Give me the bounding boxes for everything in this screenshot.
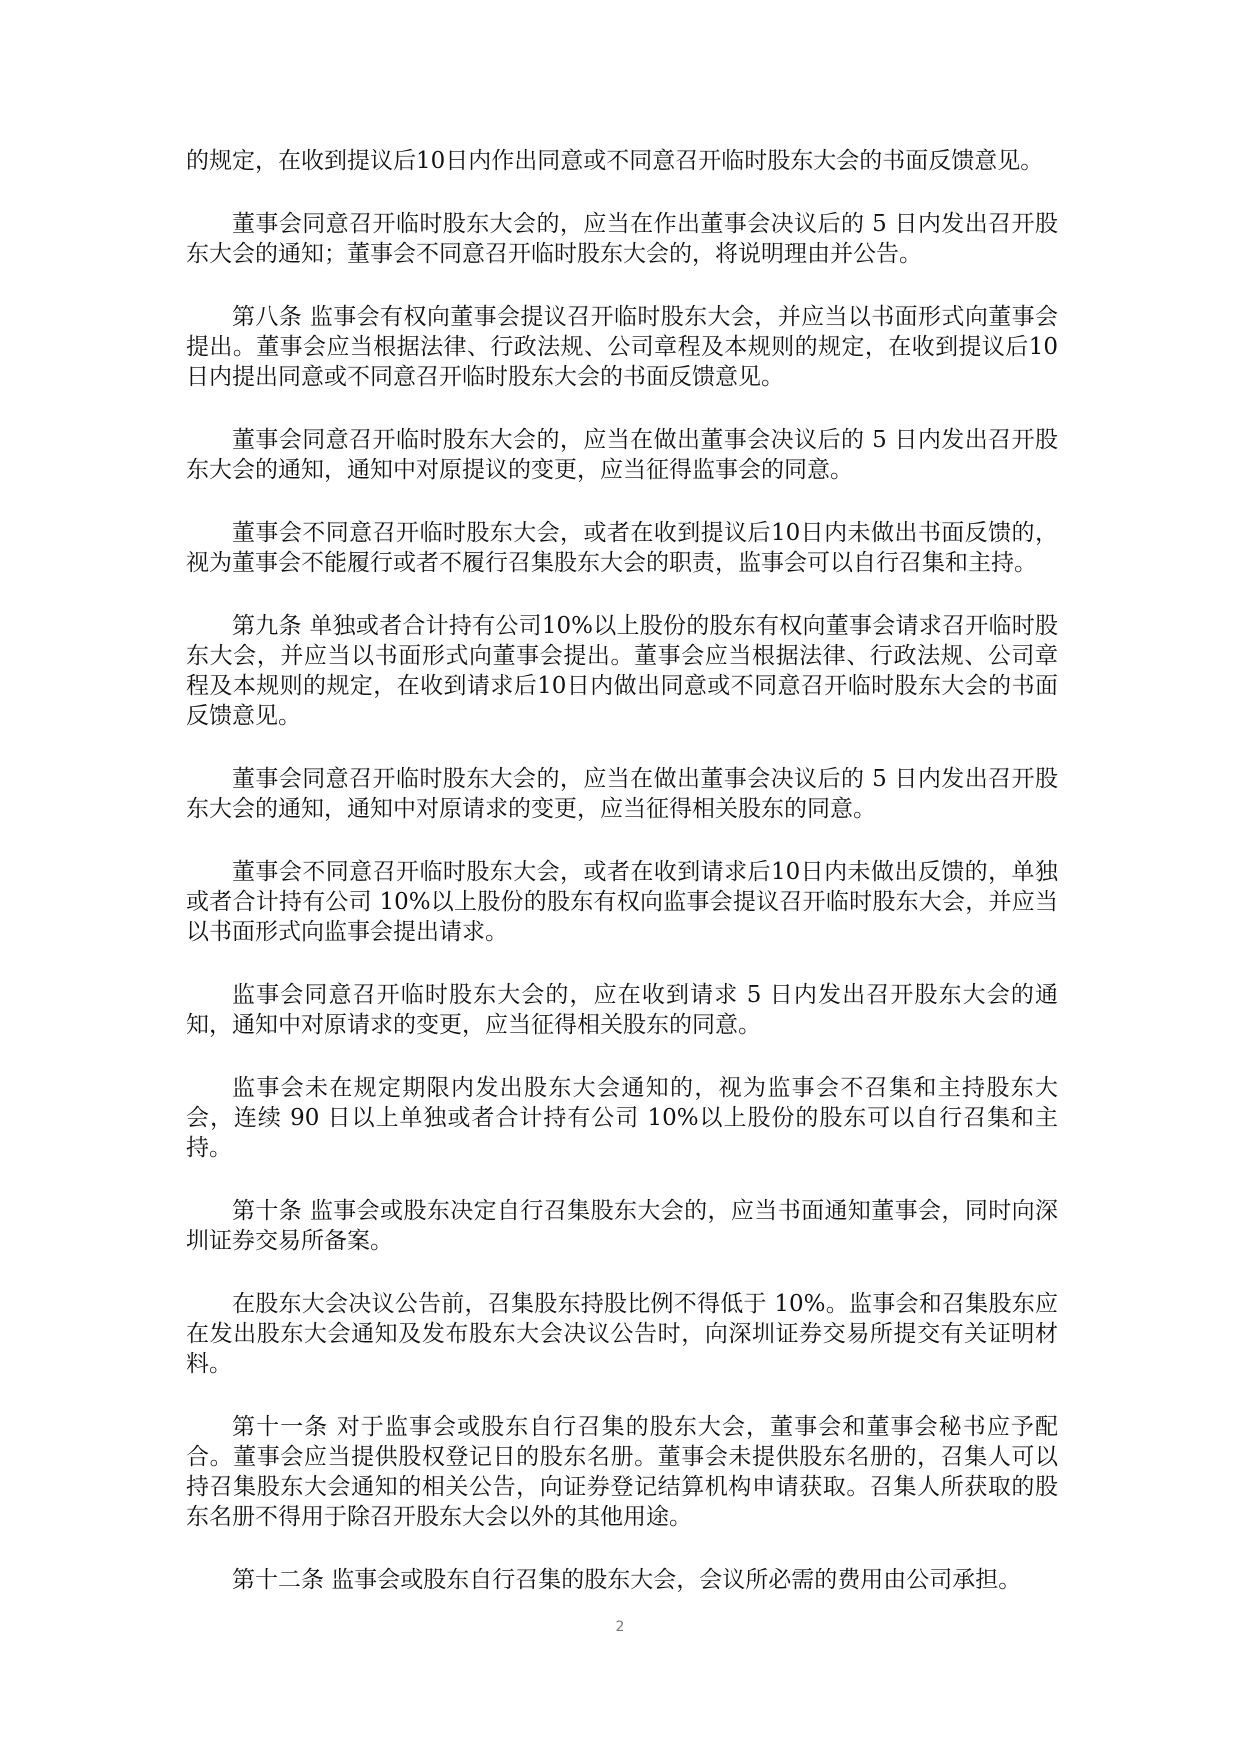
paragraph-4: 董事会同意召开临时股东大会的，应当在做出董事会决议后的 5 日内发出召开股东大会的通知，通知中对原提议的变更，应当征得监事会的同意。: [186, 427, 1058, 483]
paragraph-5: 董事会不同意召开临时股东大会，或者在收到提议后10日内未做出书面反馈的，视为董事会不能履行或者不履行召集股东大会的职责，监事会可以自行召集和主持。: [186, 520, 1058, 576]
document-body: [186, 146, 1058, 1628]
page-number: 2: [615, 1619, 625, 1635]
paragraph-article-10: 第十条 监事会或股东决定自行召集股东大会的，应当书面通知董事会，同时向深圳证券交易所备案。: [186, 1198, 1058, 1254]
paragraph-12: 在股东大会决议公告前，召集股东持股比例不得低于 10%。监事会和召集股东应在发出股东大会通知及发布股东大会决议公告时，向深圳证券交易所提交有关证明材料。: [186, 1291, 1058, 1377]
paragraph-article-11: 第十一条 对于监事会或股东自行召集的股东大会，董事会和董事会秘书应予配合。董事会应当提供股权登记日的股东名册。董事会未提供股东名册的，召集人可以持召集股东大会通知的相关公告，向证券登记结算机构申请获取。召集人所获取的股东名册不得用于除召开股东大会以外的其他用途。: [186, 1414, 1058, 1530]
paragraph-8: 董事会不同意召开临时股东大会，或者在收到请求后10日内未做出反馈的，单独或者合计持有公司 10%以上股份的股东有权向监事会提议召开临时股东大会，并应当以书面形式向监事会提出请求。: [186, 859, 1058, 945]
paragraph-2: 董事会同意召开临时股东大会的，应当在作出董事会决议后的 5 日内发出召开股东大会的通知；董事会不同意召开临时股东大会的，将说明理由并公告。: [186, 211, 1058, 267]
paragraph-article-9: 第九条 单独或者合计持有公司10%以上股份的股东有权向董事会请求召开临时股东大会，并应当以书面形式向董事会提出。董事会应当根据法律、行政法规、公司章程及本规则的规定，在收到请求后10日内做出同意或不同意召开临时股东大会的书面反馈意见。: [186, 613, 1058, 729]
paragraph-9: 监事会同意召开临时股东大会的，应在收到请求 5 日内发出召开股东大会的通知，通知中对原请求的变更，应当征得相关股东的同意。: [186, 982, 1058, 1038]
paragraph-10: 监事会未在规定期限内发出股东大会通知的，视为监事会不召集和主持股东大会，连续 90 日以上单独或者合计持有公司 10%以上股份的股东可以自行召集和主持。: [186, 1075, 1058, 1161]
paragraph-article-12: 第十二条 监事会或股东自行召集的股东大会，会议所必需的费用由公司承担。: [232, 1567, 1022, 1593]
paragraph-7: 董事会同意召开临时股东大会的，应当在做出董事会决议后的 5 日内发出召开股东大会的通知，通知中对原请求的变更，应当征得相关股东的同意。: [186, 766, 1058, 822]
paragraph-article-8: 第八条 监事会有权向董事会提议召开临时股东大会，并应当以书面形式向董事会提出。董事会应当根据法律、行政法规、公司章程及本规则的规定，在收到提议后10日内提出同意或不同意召开临时股东大会的书面反馈意见。: [186, 304, 1058, 390]
paragraph-1: 的规定，在收到提议后10日内作出同意或不同意召开临时股东大会的书面反馈意见。: [186, 148, 1044, 174]
